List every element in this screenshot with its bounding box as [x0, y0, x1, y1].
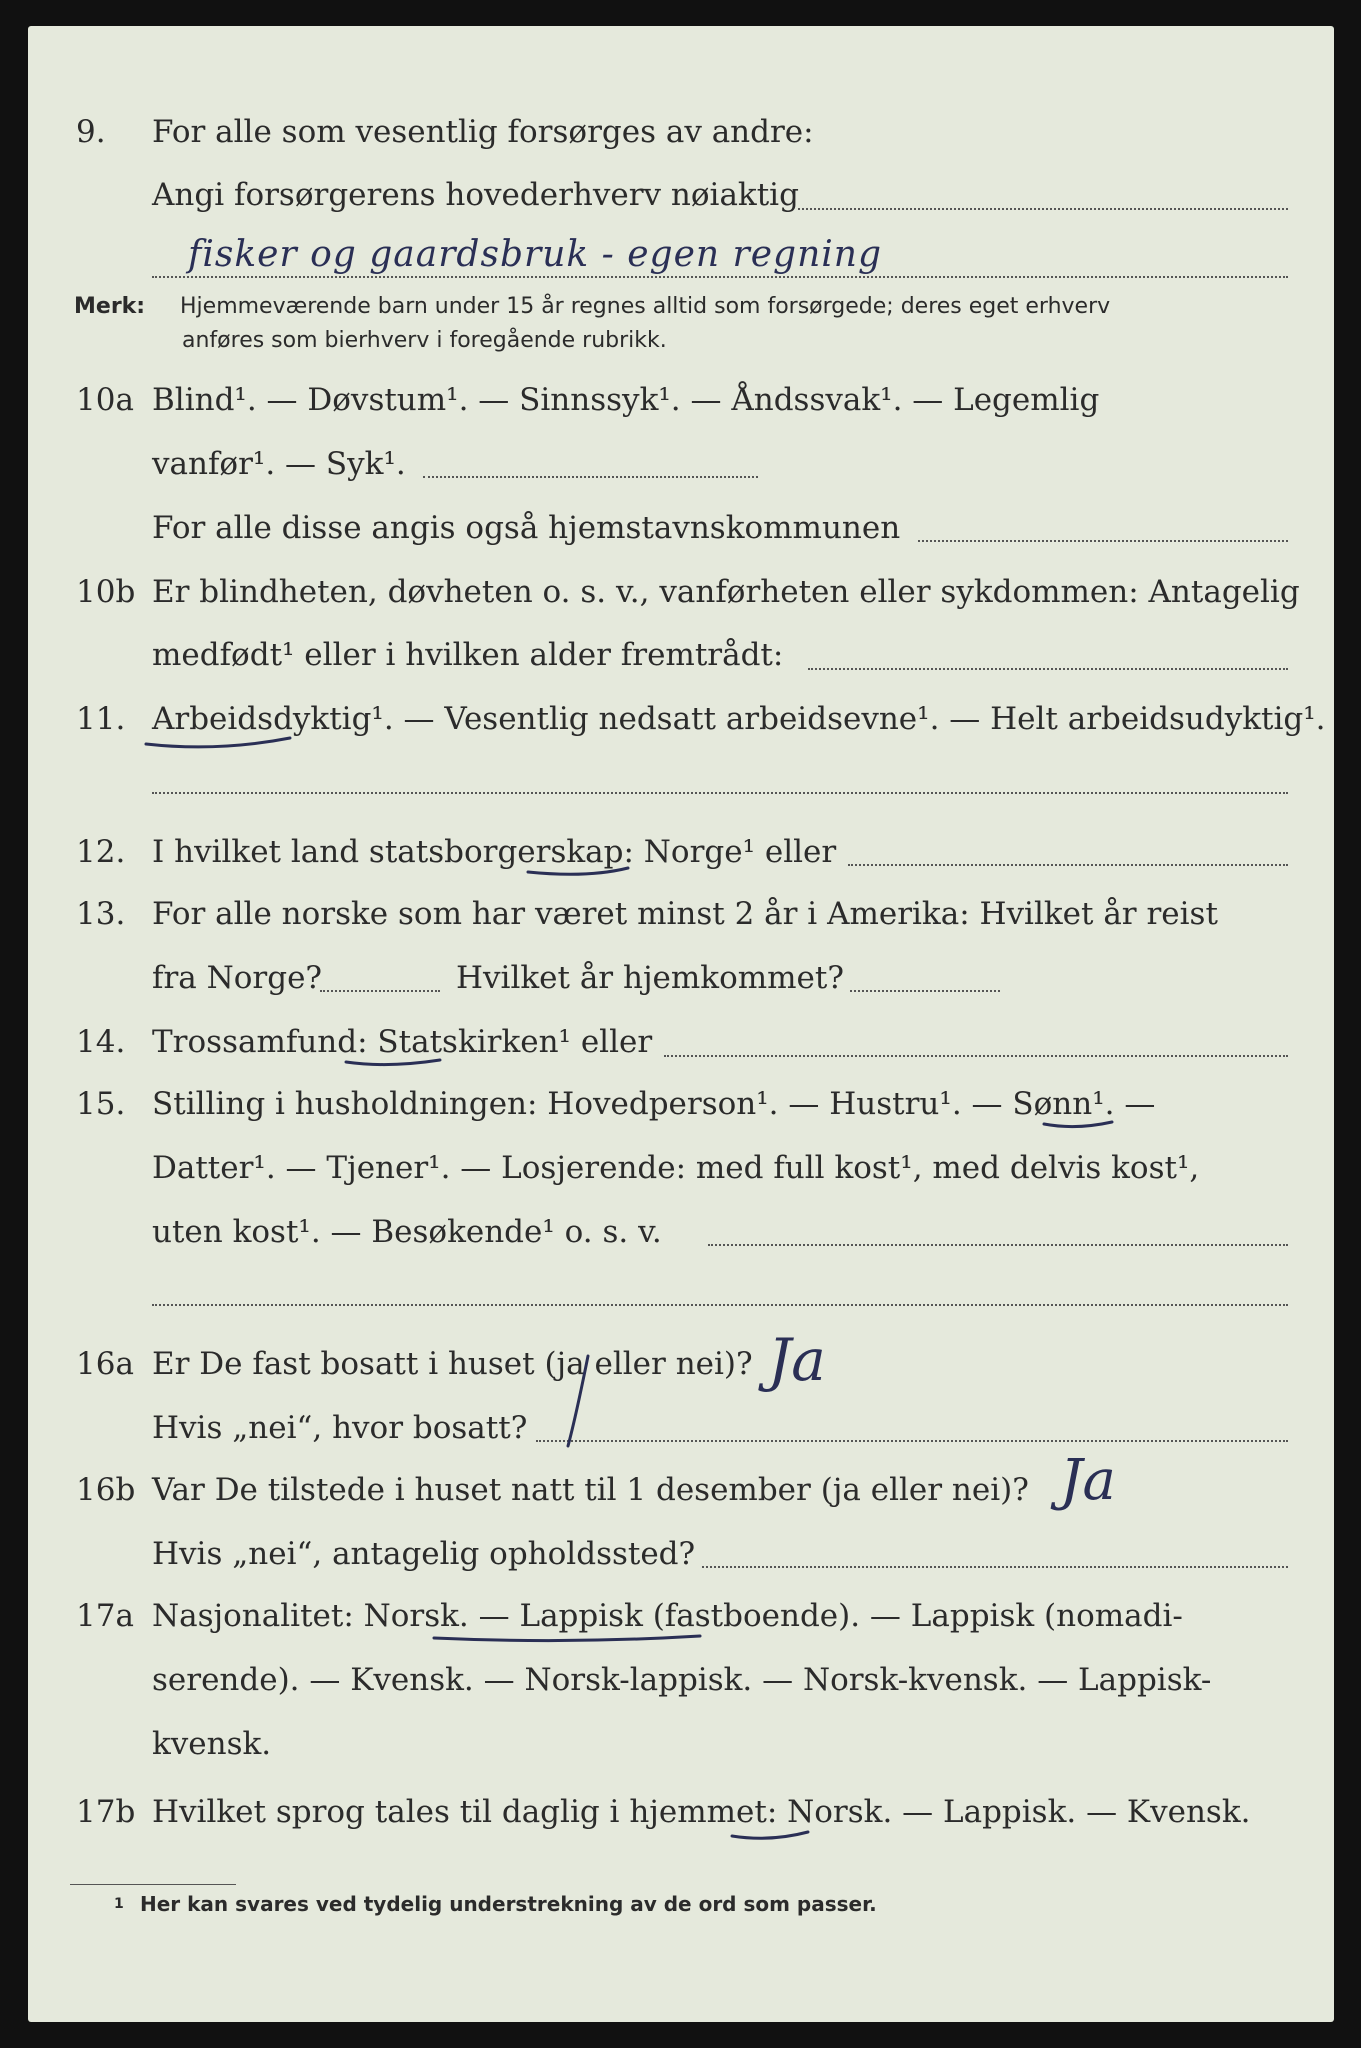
- underline-lappisk: [732, 1832, 808, 1838]
- q10a-text-2: vanfør¹. — Syk¹.: [152, 446, 406, 482]
- q17b-number: 17b: [76, 1794, 136, 1830]
- q14-number: 14.: [76, 1024, 126, 1060]
- q16a-number: 16a: [76, 1346, 134, 1382]
- q9-text-1: For alle som vesentlig forsørges av andre:: [152, 114, 814, 150]
- q10a-text-3: For alle disse angis også hjemstavnskommunen: [152, 510, 901, 546]
- q16a-text-2: Hvis „nei“, hvor bosatt?: [152, 1410, 528, 1446]
- q10b-number: 10b: [76, 574, 136, 610]
- merk-text-1: Hjemmeværende barn under 15 år regnes alltid som forsørgede; deres eget erhverv: [180, 294, 1111, 319]
- underline-sonn: [1044, 1122, 1112, 1127]
- q9-answer-line-2: [152, 276, 1288, 278]
- q17a-text-1: Nasjonalitet: Norsk. — Lappisk (fastboende). — Lappisk (nomadi-: [152, 1598, 1183, 1634]
- q16b-text-1: Var De tilstede i huset natt til 1 desember (ja eller nei)?: [152, 1472, 1029, 1508]
- q12-answer-line: [848, 864, 1288, 866]
- q11-text: Arbeidsdyktig¹. — Vesentlig nedsatt arbeidsevne¹. — Helt arbeidsudyktig¹.: [152, 701, 1326, 737]
- q16a-handwritten-answer: Ja: [768, 1326, 826, 1394]
- footnote-rule: [70, 1884, 236, 1885]
- q12-number: 12.: [76, 834, 126, 870]
- q14-text: Trossamfund: Statskirken¹ eller: [152, 1024, 653, 1060]
- q16b-handwritten-answer: Ja: [1060, 1448, 1116, 1513]
- q10a-syk-line: [423, 476, 758, 478]
- q11-answer-line: [152, 792, 1288, 794]
- q17a-number: 17a: [76, 1598, 134, 1634]
- q13-text-1: For alle norske som har været minst 2 år i Amerika: Hvilket år reist: [152, 896, 1218, 932]
- q17a-text-2: serende). — Kvensk. — Norsk-lappisk. — Norsk-kvensk. — Lappisk-: [152, 1662, 1212, 1698]
- q11-number: 11.: [76, 701, 126, 737]
- q16a-text-1: Er De fast bosatt i huset (ja eller nei)?: [152, 1346, 753, 1382]
- merk-label: Merk:: [74, 294, 146, 319]
- merk-text-2: anføres som bierhverv i foregående rubrikk.: [182, 328, 667, 353]
- q14-answer-line: [664, 1055, 1288, 1057]
- q9-handwritten-answer: fisker og gaardsbruk - egen regning: [188, 234, 883, 275]
- q12-text: I hvilket land statsborgerskap: Norge¹ eller: [152, 834, 837, 870]
- q16b-number: 16b: [76, 1472, 136, 1508]
- footnote-mark: 1: [114, 1896, 124, 1912]
- q9-answer-line-1: [798, 208, 1288, 210]
- q16b-opholdssted-line: [702, 1566, 1288, 1568]
- q17b-text: Hvilket sprog tales til daglig i hjemmet: Norsk. — Lappisk. — Kvensk.: [152, 1794, 1251, 1830]
- q15-answer-line-2: [152, 1304, 1288, 1306]
- q13-number: 13.: [76, 896, 126, 932]
- underline-statskirken: [346, 1060, 440, 1065]
- q17a-text-3: kvensk.: [152, 1726, 272, 1762]
- footnote-text: Her kan svares ved tydelig understrekning av de ord som passer.: [140, 1892, 877, 1916]
- q10b-text-2: medfødt¹ eller i hvilken alder fremtrådt:: [152, 637, 784, 673]
- q13-text-2a: fra Norge?: [152, 960, 323, 996]
- q15-number: 15.: [76, 1086, 126, 1122]
- underline-lappisk-fastboende: [434, 1636, 700, 1641]
- q10a-kommune-line: [918, 540, 1288, 542]
- q15-answer-line-1: [708, 1244, 1288, 1246]
- q13-hjemkommet-line: [850, 990, 1000, 992]
- q10a-number: 10a: [76, 382, 134, 418]
- q9-number: 9.: [76, 114, 106, 150]
- census-form-page: [28, 26, 1334, 2022]
- q15-text-2: Datter¹. — Tjener¹. — Losjerende: med full kost¹, med delvis kost¹,: [152, 1150, 1200, 1186]
- q9-text-2: Angi forsørgerens hovederhverv nøiaktig: [152, 177, 799, 213]
- q10a-text-1: Blind¹. — Døvstum¹. — Sinnssyk¹. — Åndssvak¹. — Legemlig: [152, 382, 1100, 418]
- q15-text-1: Stilling i husholdningen: Hovedperson¹. — Hustru¹. — Sønn¹. —: [152, 1086, 1156, 1122]
- q13-reist-line: [320, 990, 440, 992]
- q10b-answer-line: [808, 668, 1288, 670]
- underline-arbeidsdyktig: [146, 738, 290, 747]
- q10b-text-1: Er blindheten, døvheten o. s. v., vanførheten eller sykdommen: Antagelig: [152, 574, 1300, 610]
- q16a-bosatt-line: [536, 1440, 1288, 1442]
- q16b-text-2: Hvis „nei“, antagelig opholdssted?: [152, 1536, 696, 1572]
- q13-text-2b: Hvilket år hjemkommet?: [456, 960, 844, 996]
- q15-text-3: uten kost¹. — Besøkende¹ o. s. v.: [152, 1214, 662, 1250]
